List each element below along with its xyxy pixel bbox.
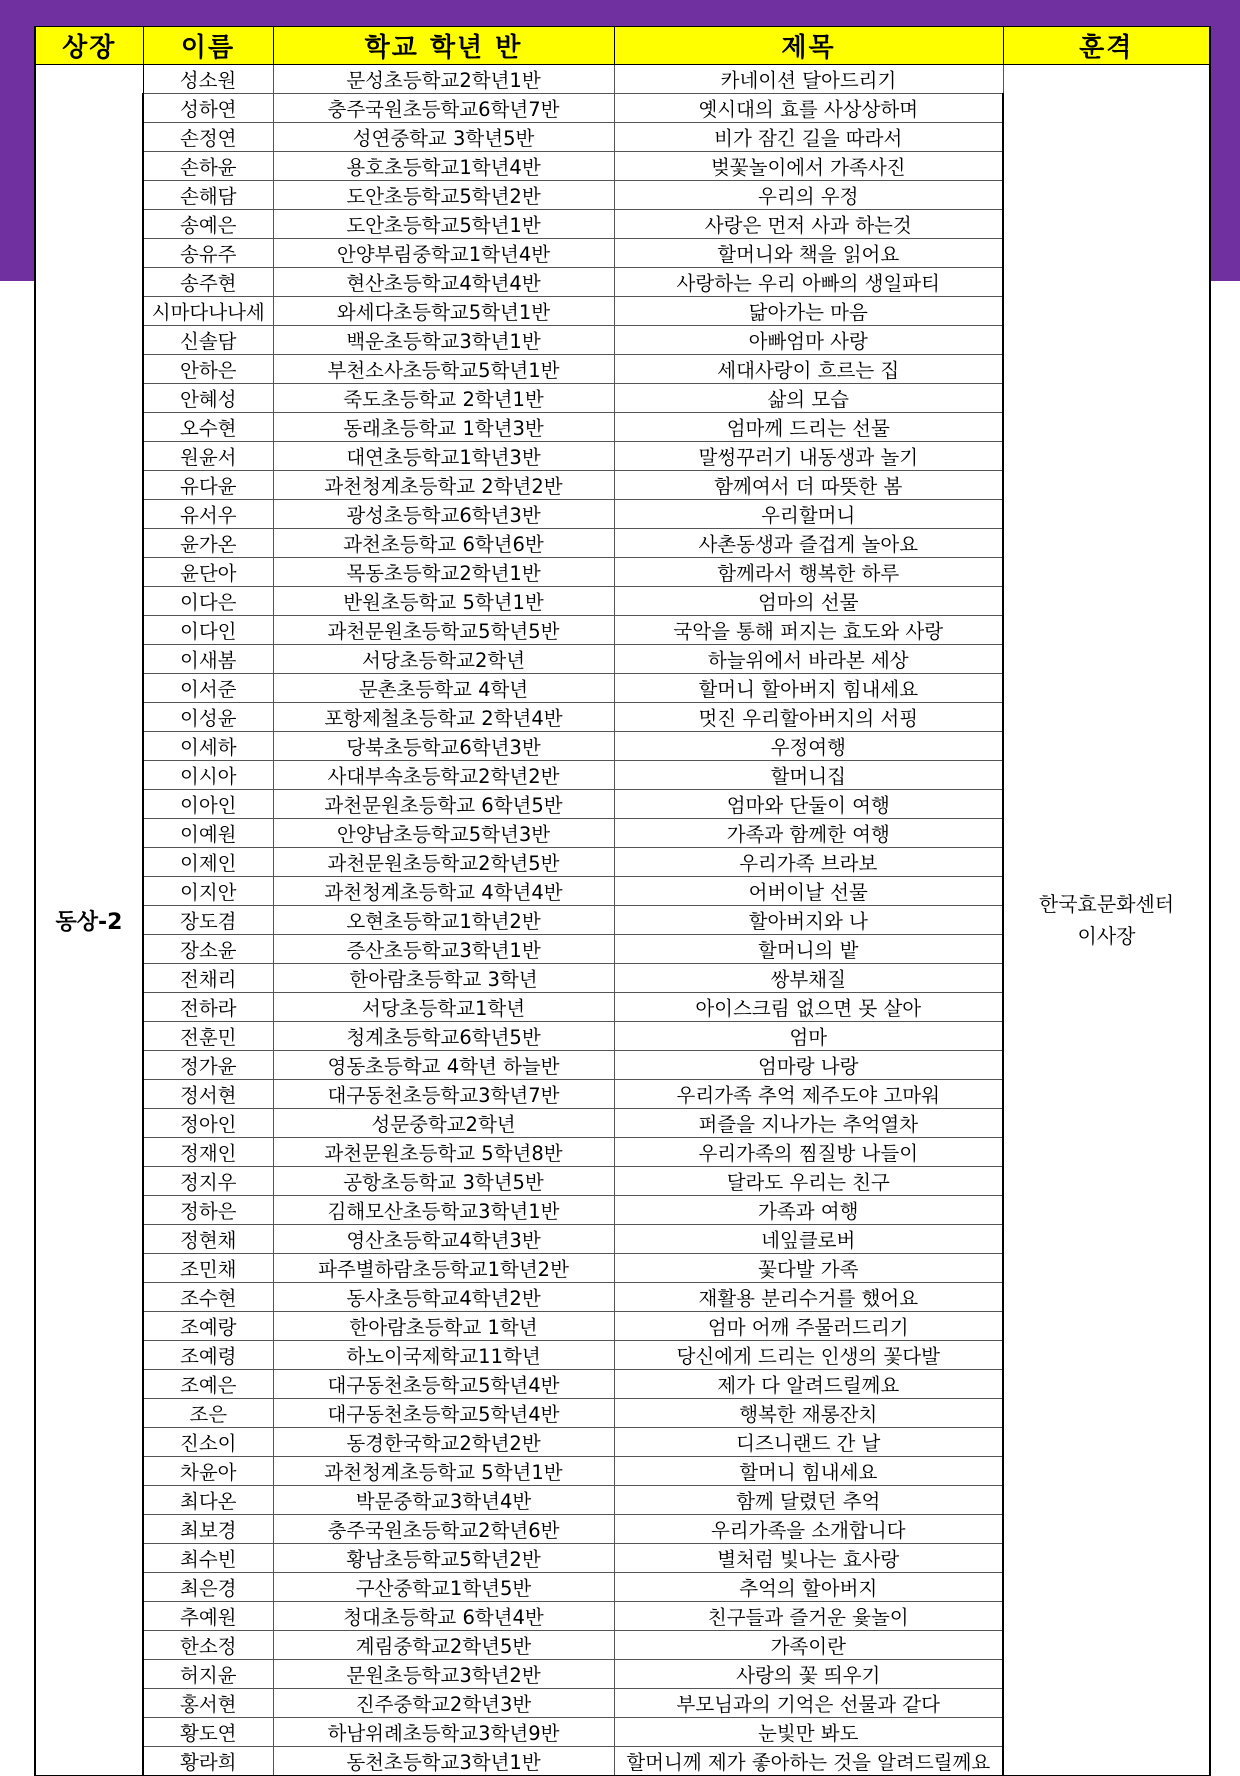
header-school: 학교 학년 반: [273, 27, 614, 65]
cell-title: 행복한 재롱잔치: [614, 1399, 1003, 1428]
cell-school: 죽도초등학교 2학년1반: [273, 384, 614, 413]
cell-title: 가족이란: [614, 1631, 1003, 1660]
cell-name: 안하은: [143, 355, 273, 384]
cell-school: 광성초등학교6학년3반: [273, 500, 614, 529]
cell-title: 친구들과 즐거운 윷놀이: [614, 1602, 1003, 1631]
cell-title: 옛시대의 효를 사상상하며: [614, 94, 1003, 123]
cell-title: 우리의 우정: [614, 181, 1003, 210]
cell-title: 눈빛만 봐도: [614, 1718, 1003, 1747]
giver-position: 이사장: [1077, 924, 1136, 948]
cell-name: 송주현: [143, 268, 273, 297]
cell-school: 황남초등학교5학년2반: [273, 1544, 614, 1573]
cell-name: 정가윤: [143, 1051, 273, 1080]
cell-school: 충주국원초등학교2학년6반: [273, 1515, 614, 1544]
cell-title: 세대사랑이 흐르는 집: [614, 355, 1003, 384]
cell-title: 퍼즐을 지나가는 추억열차: [614, 1109, 1003, 1138]
cell-title: 가족과 여행: [614, 1196, 1003, 1225]
cell-name: 전채리: [143, 964, 273, 993]
cell-title: 할머니 힘내세요: [614, 1457, 1003, 1486]
cell-school: 포항제철초등학교 2학년4반: [273, 703, 614, 732]
cell-name: 오수현: [143, 413, 273, 442]
cell-name: 조은: [143, 1399, 273, 1428]
cell-school: 하노이국제학교11학년: [273, 1341, 614, 1370]
cell-school: 청대초등학교 6학년4반: [273, 1602, 614, 1631]
cell-school: 대구동천초등학교5학년4반: [273, 1370, 614, 1399]
cell-title: 비가 잠긴 길을 따라서: [614, 123, 1003, 152]
giver-cell: [1003, 65, 1210, 1776]
cell-name: 이시아: [143, 761, 273, 790]
cell-school: 사대부속초등학교2학년2반: [273, 761, 614, 790]
cell-name: 차윤아: [143, 1457, 273, 1486]
cell-school: 안양남초등학교5학년3반: [273, 819, 614, 848]
cell-title: 재활용 분리수거를 했어요: [614, 1283, 1003, 1312]
cell-name: 이아인: [143, 790, 273, 819]
cell-school: 박문중학교3학년4반: [273, 1486, 614, 1515]
cell-name: 정지우: [143, 1167, 273, 1196]
cell-school: 문성초등학교2학년1반: [273, 65, 614, 94]
cell-school: 안양부림중학교1학년4반: [273, 239, 614, 268]
cell-name: 장소윤: [143, 935, 273, 964]
cell-name: 정재인: [143, 1138, 273, 1167]
cell-school: 과천문원초등학교5학년5반: [273, 616, 614, 645]
cell-school: 증산초등학교3학년1반: [273, 935, 614, 964]
cell-name: 장도겸: [143, 906, 273, 935]
cell-title: 함께 달렸던 추억: [614, 1486, 1003, 1515]
cell-school: 동래초등학교 1학년3반: [273, 413, 614, 442]
cell-title: 우리할머니: [614, 500, 1003, 529]
cell-name: 이다은: [143, 587, 273, 616]
award-grade-cell: 동상-2: [35, 65, 143, 1776]
cell-school: 성문중학교2학년: [273, 1109, 614, 1138]
cell-name: 전하라: [143, 993, 273, 1022]
cell-title: 가족과 함께한 여행: [614, 819, 1003, 848]
cell-title: 엄마 어깨 주물러드리기: [614, 1312, 1003, 1341]
purple-top-bar: [0, 0, 1240, 26]
cell-name: 이제인: [143, 848, 273, 877]
cell-name: 조예은: [143, 1370, 273, 1399]
cell-school: 대구동천초등학교5학년4반: [273, 1399, 614, 1428]
cell-name: 최보경: [143, 1515, 273, 1544]
cell-name: 최은경: [143, 1573, 273, 1602]
cell-school: 파주별하람초등학교1학년2반: [273, 1254, 614, 1283]
cell-name: 성소원: [143, 65, 273, 94]
cell-title: 사랑의 꽃 띄우기: [614, 1660, 1003, 1689]
cell-title: 네잎클로버: [614, 1225, 1003, 1254]
cell-title: 엄마랑 나랑: [614, 1051, 1003, 1080]
cell-name: 최수빈: [143, 1544, 273, 1573]
cell-title: 부모님과의 기억은 선물과 같다: [614, 1689, 1003, 1718]
cell-name: 윤단아: [143, 558, 273, 587]
header-award: 상장: [35, 27, 143, 65]
cell-title: 우정여행: [614, 732, 1003, 761]
cell-school: 대구동천초등학교3학년7반: [273, 1080, 614, 1109]
cell-title: 국악을 통해 퍼지는 효도와 사랑: [614, 616, 1003, 645]
cell-school: 동경한국학교2학년2반: [273, 1428, 614, 1457]
cell-school: 당북초등학교6학년3반: [273, 732, 614, 761]
cell-school: 충주국원초등학교6학년7반: [273, 94, 614, 123]
cell-title: 당신에게 드리는 인생의 꽃다발: [614, 1341, 1003, 1370]
cell-name: 안혜성: [143, 384, 273, 413]
cell-title: 우리가족의 찜질방 나들이: [614, 1138, 1003, 1167]
cell-school: 영동초등학교 4학년 하늘반: [273, 1051, 614, 1080]
cell-school: 진주중학교2학년3반: [273, 1689, 614, 1718]
cell-school: 과천청계초등학교 2학년2반: [273, 471, 614, 500]
cell-name: 이예원: [143, 819, 273, 848]
cell-school: 하남위례초등학교3학년9반: [273, 1718, 614, 1747]
cell-title: 꽃다발 가족: [614, 1254, 1003, 1283]
cell-school: 문촌초등학교 4학년: [273, 674, 614, 703]
cell-title: 쌍부채질: [614, 964, 1003, 993]
cell-school: 백운초등학교3학년1반: [273, 326, 614, 355]
header-title: 제목: [614, 27, 1003, 65]
cell-school: 과천청계초등학교 5학년1반: [273, 1457, 614, 1486]
cell-name: 손해담: [143, 181, 273, 210]
cell-name: 전훈민: [143, 1022, 273, 1051]
cell-title: 우리가족을 소개합니다: [614, 1515, 1003, 1544]
cell-school: 과천초등학교 6학년6반: [273, 529, 614, 558]
cell-title: 할머니 할아버지 힘내세요: [614, 674, 1003, 703]
cell-school: 와세다초등학교5학년1반: [273, 297, 614, 326]
cell-title: 사랑하는 우리 아빠의 생일파티: [614, 268, 1003, 297]
cell-title: 할머니집: [614, 761, 1003, 790]
cell-school: 과천청계초등학교 4학년4반: [273, 877, 614, 906]
cell-title: 벚꽃놀이에서 가족사진: [614, 152, 1003, 181]
cell-title: 할머니와 책을 읽어요: [614, 239, 1003, 268]
cell-name: 조예령: [143, 1341, 273, 1370]
cell-title: 할아버지와 나: [614, 906, 1003, 935]
giver-org-name: 한국효문화센터: [1038, 892, 1175, 916]
cell-school: 대연초등학교1학년3반: [273, 442, 614, 471]
cell-school: 과천문원초등학교 5학년8반: [273, 1138, 614, 1167]
cell-school: 김해모산초등학교3학년1반: [273, 1196, 614, 1225]
cell-name: 이지안: [143, 877, 273, 906]
cell-name: 유다윤: [143, 471, 273, 500]
cell-name: 시마다나나세: [143, 297, 273, 326]
cell-name: 조수현: [143, 1283, 273, 1312]
cell-name: 성하연: [143, 94, 273, 123]
cell-name: 송유주: [143, 239, 273, 268]
cell-school: 오현초등학교1학년2반: [273, 906, 614, 935]
cell-title: 함께라서 행복한 하루: [614, 558, 1003, 587]
cell-title: 아빠엄마 사랑: [614, 326, 1003, 355]
cell-name: 조예랑: [143, 1312, 273, 1341]
cell-school: 동천초등학교3학년1반: [273, 1747, 614, 1776]
cell-name: 정하은: [143, 1196, 273, 1225]
cell-school: 청계초등학교6학년5반: [273, 1022, 614, 1051]
cell-name: 손정연: [143, 123, 273, 152]
cell-school: 도안초등학교5학년2반: [273, 181, 614, 210]
cell-title: 아이스크림 없으면 못 살아: [614, 993, 1003, 1022]
cell-name: 최다온: [143, 1486, 273, 1515]
cell-title: 엄마의 선물: [614, 587, 1003, 616]
cell-name: 허지윤: [143, 1660, 273, 1689]
cell-name: 이세하: [143, 732, 273, 761]
cell-title: 디즈니랜드 간 날: [614, 1428, 1003, 1457]
cell-school: 성연중학교 3학년5반: [273, 123, 614, 152]
cell-name: 이다인: [143, 616, 273, 645]
cell-name: 정현채: [143, 1225, 273, 1254]
cell-title: 사촌동생과 즐겁게 놀아요: [614, 529, 1003, 558]
cell-school: 공항초등학교 3학년5반: [273, 1167, 614, 1196]
cell-school: 목동초등학교2학년1반: [273, 558, 614, 587]
cell-title: 우리가족 브라보: [614, 848, 1003, 877]
cell-title: 함께여서 더 따뜻한 봄: [614, 471, 1003, 500]
cell-title: 하늘위에서 바라본 세상: [614, 645, 1003, 674]
cell-title: 멋진 우리할아버지의 서핑: [614, 703, 1003, 732]
cell-title: 닮아가는 마음: [614, 297, 1003, 326]
cell-title: 사랑은 먼저 사과 하는것: [614, 210, 1003, 239]
cell-school: 부천소사초등학교5학년1반: [273, 355, 614, 384]
table-row: [35, 65, 1210, 94]
cell-title: 달라도 우리는 친구: [614, 1167, 1003, 1196]
cell-name: 유서우: [143, 500, 273, 529]
cell-school: 한아람초등학교 1학년: [273, 1312, 614, 1341]
cell-title: 엄마와 단둘이 여행: [614, 790, 1003, 819]
cell-school: 동사초등학교4학년2반: [273, 1283, 614, 1312]
cell-school: 반원초등학교 5학년1반: [273, 587, 614, 616]
cell-school: 구산중학교1학년5반: [273, 1573, 614, 1602]
cell-name: 손하윤: [143, 152, 273, 181]
cell-title: 우리가족 추억 제주도야 고마워: [614, 1080, 1003, 1109]
cell-title: 삶의 모습: [614, 384, 1003, 413]
cell-title: 말썽꾸러기 내동생과 놀기: [614, 442, 1003, 471]
cell-title: 카네이션 달아드리기: [614, 65, 1003, 94]
cell-school: 용호초등학교1학년4반: [273, 152, 614, 181]
cell-name: 황도연: [143, 1718, 273, 1747]
header-row: [35, 27, 1210, 65]
cell-name: 이성윤: [143, 703, 273, 732]
cell-name: 정서현: [143, 1080, 273, 1109]
cell-school: 과천문원초등학교 6학년5반: [273, 790, 614, 819]
cell-school: 도안초등학교5학년1반: [273, 210, 614, 239]
cell-title: 추억의 할아버지: [614, 1573, 1003, 1602]
cell-school: 서당초등학교1학년: [273, 993, 614, 1022]
cell-title: 엄마: [614, 1022, 1003, 1051]
cell-school: 현산초등학교4학년4반: [273, 268, 614, 297]
cell-name: 송예은: [143, 210, 273, 239]
award-list-table: [34, 26, 1211, 1776]
cell-name: 이서준: [143, 674, 273, 703]
cell-school: 한아람초등학교 3학년: [273, 964, 614, 993]
cell-school: 서당초등학교2학년: [273, 645, 614, 674]
cell-name: 조민채: [143, 1254, 273, 1283]
header-name: 이름: [143, 27, 273, 65]
cell-name: 홍서현: [143, 1689, 273, 1718]
cell-school: 영산초등학교4학년3반: [273, 1225, 614, 1254]
cell-name: 한소정: [143, 1631, 273, 1660]
cell-title: 할머니께 제가 좋아하는 것을 알려드릴께요: [614, 1747, 1003, 1776]
cell-name: 추예원: [143, 1602, 273, 1631]
cell-name: 원윤서: [143, 442, 273, 471]
cell-title: 어버이날 선물: [614, 877, 1003, 906]
cell-school: 계림중학교2학년5반: [273, 1631, 614, 1660]
cell-title: 별처럼 빛나는 효사랑: [614, 1544, 1003, 1573]
cell-title: 제가 다 알려드릴께요: [614, 1370, 1003, 1399]
cell-name: 진소이: [143, 1428, 273, 1457]
cell-name: 정아인: [143, 1109, 273, 1138]
table-body: [35, 65, 1210, 1776]
cell-name: 황라희: [143, 1747, 273, 1776]
cell-name: 신솔담: [143, 326, 273, 355]
cell-school: 문원초등학교3학년2반: [273, 1660, 614, 1689]
cell-title: 할머니의 밭: [614, 935, 1003, 964]
cell-school: 과천문원초등학교2학년5반: [273, 848, 614, 877]
header-giver: 훈격: [1003, 27, 1210, 65]
cell-name: 윤가온: [143, 529, 273, 558]
cell-name: 이새봄: [143, 645, 273, 674]
cell-title: 엄마께 드리는 선물: [614, 413, 1003, 442]
